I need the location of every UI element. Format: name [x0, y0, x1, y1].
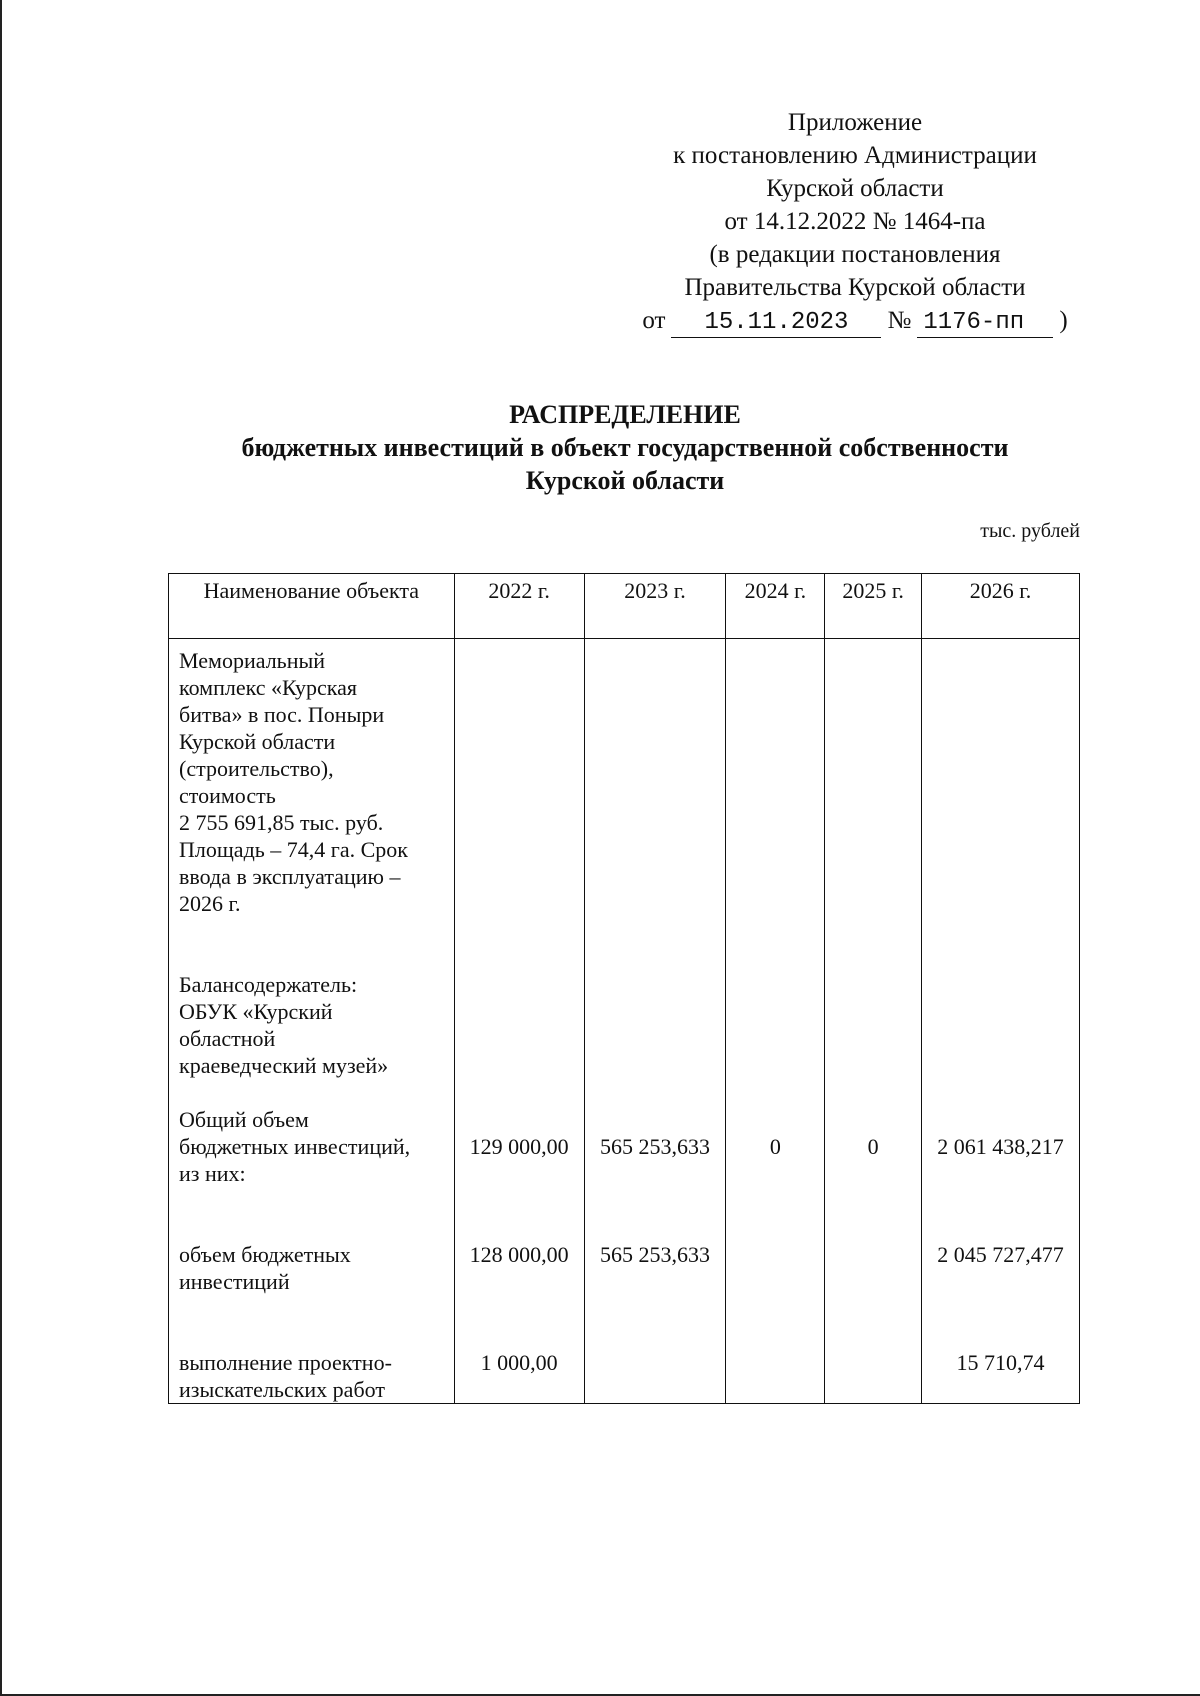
header-2025: 2025 г.	[825, 574, 922, 639]
cell-empty	[825, 639, 922, 1107]
value: 129 000,00	[469, 1134, 569, 1159]
balance-holder-line: краеведческий музей»	[179, 1053, 389, 1078]
ref-close: )	[1059, 307, 1068, 334]
value: 565 253,633	[600, 1134, 711, 1159]
desc-line: комплекс «Курская	[179, 675, 358, 700]
desc-line: 2 755 691,85 тыс. руб.	[179, 810, 384, 835]
ref-number: 1176-пп	[917, 309, 1053, 338]
appendix-line-4: от 14.12.2022 № 1464-па	[724, 208, 986, 235]
units-label: тыс. рублей	[980, 520, 1080, 542]
appendix-line-5: (в редакции постановления	[709, 241, 1001, 268]
cell-total-2023	[584, 1106, 726, 1241]
desc-line: Курской области	[179, 729, 336, 754]
desc-line: битва» в пос. Поныри	[179, 702, 385, 727]
object-description-row	[169, 639, 1080, 1107]
title-line-2: бюджетных инвестиций в объект государственной собственности	[241, 433, 1009, 462]
title-line-3: Курской области	[525, 466, 725, 495]
amendment-reference	[630, 304, 1080, 338]
balance-holder-line: областной	[179, 1026, 276, 1051]
cell-budget-2022: 128 000,00	[454, 1241, 584, 1349]
header-2026: 2026 г.	[922, 574, 1080, 639]
appendix-header	[630, 106, 1080, 338]
row-label-total	[169, 1106, 455, 1241]
desc-line: стоимость	[179, 783, 276, 808]
table-row-budget-investments	[169, 1241, 1080, 1349]
header-object-name: Наименование объекта	[169, 574, 455, 639]
desc-line: ввода в эксплуатацию –	[179, 864, 401, 889]
appendix-line-1: Приложение	[787, 109, 923, 136]
value: 2 061 438,217	[937, 1134, 1064, 1159]
desc-line: Мемориальный	[179, 648, 326, 673]
cell-empty	[922, 639, 1080, 1107]
cell-survey-2025	[825, 1349, 922, 1404]
cell-empty	[584, 639, 726, 1107]
title-line-1: РАСПРЕДЕЛЕНИЕ	[509, 400, 741, 429]
cell-budget-2023: 565 253,633	[584, 1241, 726, 1349]
ref-date: 15.11.2023	[671, 309, 881, 338]
row-label-line: объем бюджетных	[179, 1242, 351, 1267]
cell-total-2025	[825, 1106, 922, 1241]
document-title	[150, 398, 1100, 497]
appendix-line-3: Курской области	[766, 175, 944, 202]
cell-survey-2023	[584, 1349, 726, 1404]
cell-budget-2026: 2 045 727,477	[922, 1241, 1080, 1349]
appendix-line-2: к постановлению Администрации	[673, 142, 1037, 169]
header-2024: 2024 г.	[726, 574, 825, 639]
cell-survey-2024	[726, 1349, 825, 1404]
desc-line: 2026 г.	[179, 891, 241, 916]
row-label-line: бюджетных инвестиций,	[179, 1134, 411, 1159]
row-label-line: изыскательских работ	[179, 1377, 385, 1402]
value: 0	[867, 1134, 879, 1159]
balance-holder-line: ОБУК «Курский	[179, 999, 333, 1024]
row-label-survey-works	[169, 1349, 455, 1404]
table-header-row	[169, 574, 1080, 639]
ref-number-label: №	[887, 307, 912, 334]
table-row-survey-works	[169, 1349, 1080, 1404]
cell-empty	[454, 639, 584, 1107]
appendix-line-6: Правительства Курской области	[684, 274, 1026, 301]
value: 0	[769, 1134, 781, 1159]
row-label-line: инвестиций	[179, 1269, 290, 1294]
header-2023: 2023 г.	[584, 574, 726, 639]
row-label-line: выполнение проектно-	[179, 1350, 392, 1375]
row-label-budget-investments	[169, 1241, 455, 1349]
header-2022: 2022 г.	[454, 574, 584, 639]
desc-line: Площадь – 74,4 га. Срок	[179, 837, 408, 862]
ref-prefix: от	[642, 307, 666, 334]
cell-budget-2025	[825, 1241, 922, 1349]
cell-total-2022	[454, 1106, 584, 1241]
row-label-line: Общий объем	[179, 1107, 309, 1132]
cell-empty	[726, 639, 825, 1107]
cell-survey-2022: 1 000,00	[454, 1349, 584, 1404]
object-description	[169, 639, 455, 1107]
desc-line: (строительство),	[179, 756, 334, 781]
cell-total-2024	[726, 1106, 825, 1241]
balance-holder-line: Балансодержатель:	[179, 972, 358, 997]
row-label-line: из них:	[179, 1161, 246, 1186]
cell-survey-2026: 15 710,74	[922, 1349, 1080, 1404]
page-edge-left	[0, 0, 2, 1696]
investment-table	[168, 573, 1080, 1404]
cell-budget-2024	[726, 1241, 825, 1349]
cell-total-2026	[922, 1106, 1080, 1241]
table-row-total	[169, 1106, 1080, 1241]
